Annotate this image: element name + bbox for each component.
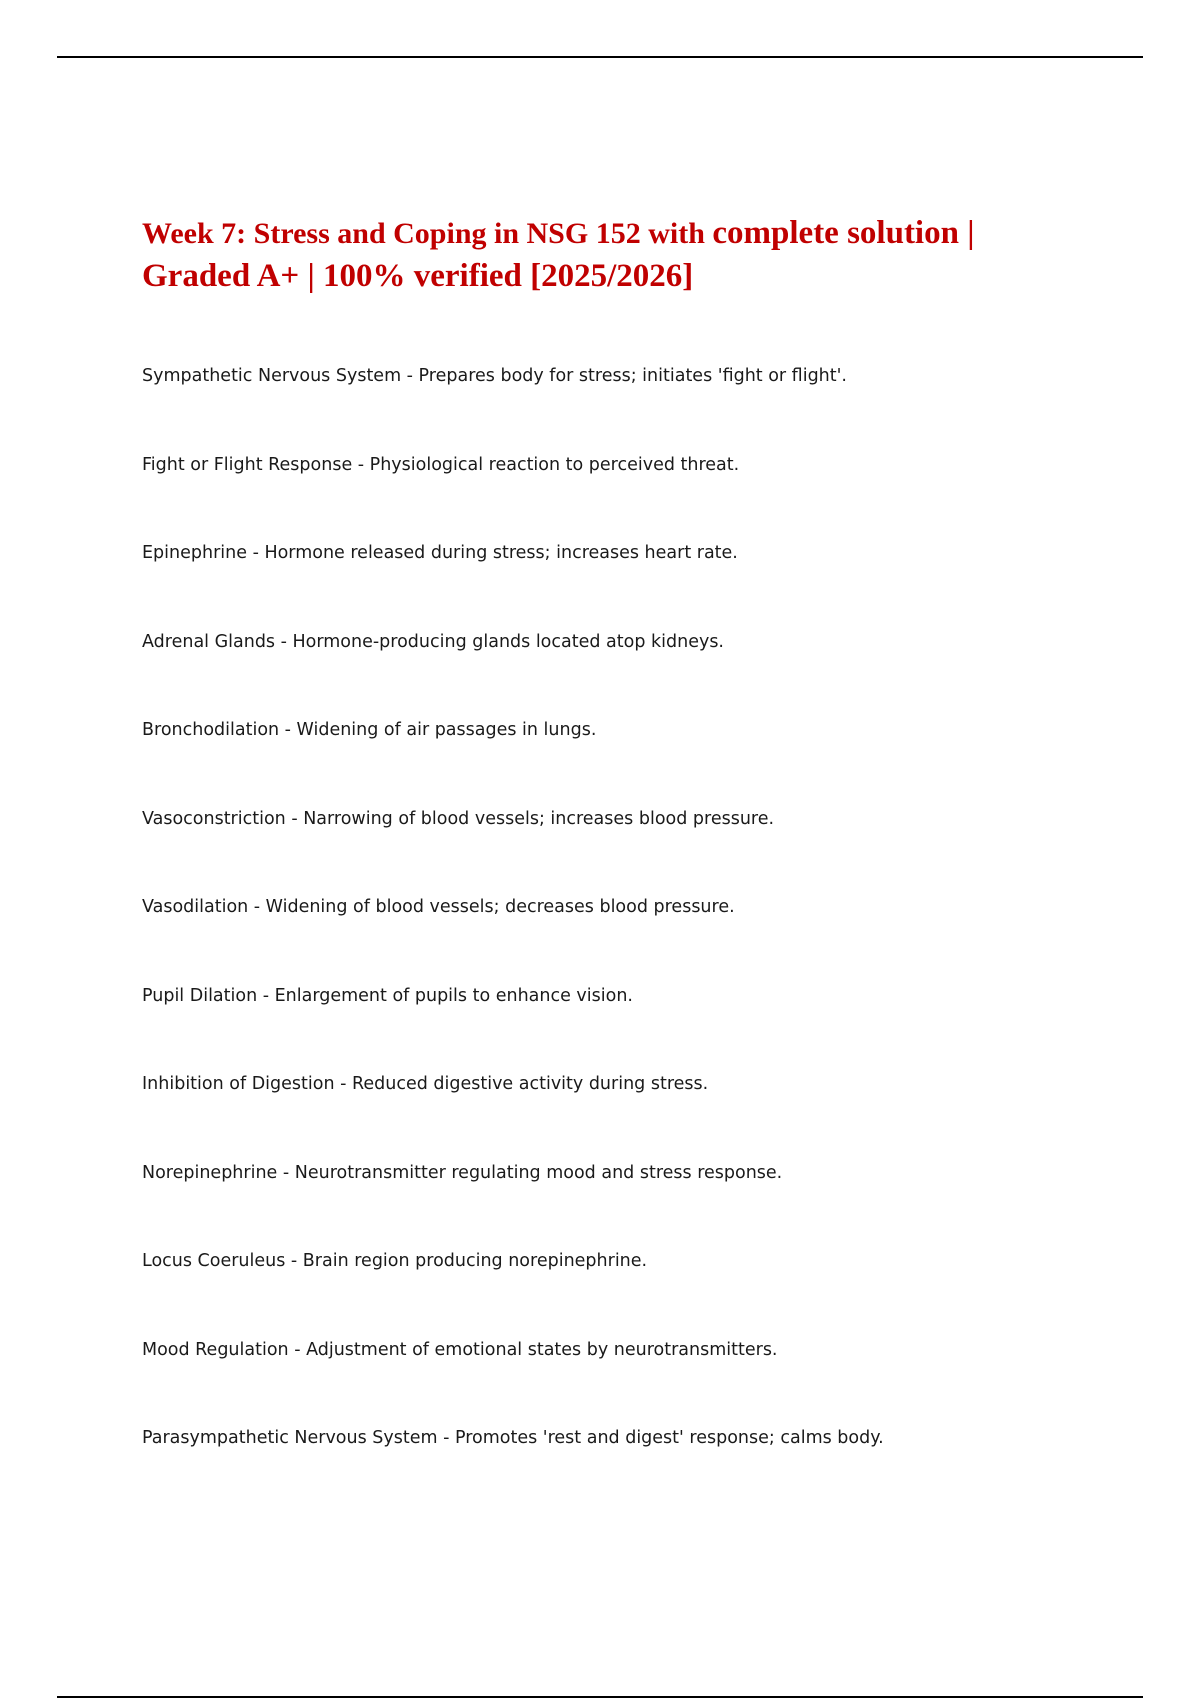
document-title: [142, 212, 1062, 298]
document-title-part2: complete solution | Graded A+ | 100% verified [2025/2026]: [142, 215, 975, 294]
definition-item: Pupil Dilation - Enlargement of pupils to enhance vision.: [142, 985, 633, 1006]
definition-item: Inhibition of Digestion - Reduced digestive activity during stress.: [142, 1074, 709, 1094]
definition-item: Bronchodilation - Widening of air passages in lungs.: [142, 720, 597, 740]
definition-item: Parasympathetic Nervous System - Promotes 'rest and digest' response; calms body.: [142, 1428, 884, 1448]
definition-item: Norepinephrine - Neurotransmitter regulating mood and stress response.: [142, 1162, 783, 1183]
definition-item: Sympathetic Nervous System - Prepares body for stress; initiates 'fight or flight'.: [142, 366, 847, 386]
definition-item: Locus Coeruleus - Brain region producing norepinephrine.: [142, 1251, 648, 1271]
definition-item: Adrenal Glands - Hormone-producing glands located atop kidneys.: [142, 631, 724, 652]
definition-item: Fight or Flight Response - Physiological reaction to perceived threat.: [142, 454, 740, 475]
definition-list: [142, 364, 1102, 1515]
definition-item: Epinephrine - Hormone released during stress; increases heart rate.: [142, 543, 738, 563]
footer-rule: [57, 1696, 1143, 1698]
definition-item: Mood Regulation - Adjustment of emotional states by neurotransmitters.: [142, 1339, 778, 1360]
header-rule: [57, 56, 1143, 58]
document-title-part1: Week 7: Stress and Coping in NSG 152 with: [142, 217, 713, 250]
definition-item: Vasodilation - Widening of blood vessels; decreases blood pressure.: [142, 897, 735, 917]
definition-item: Vasoconstriction - Narrowing of blood vessels; increases blood pressure.: [142, 808, 775, 829]
